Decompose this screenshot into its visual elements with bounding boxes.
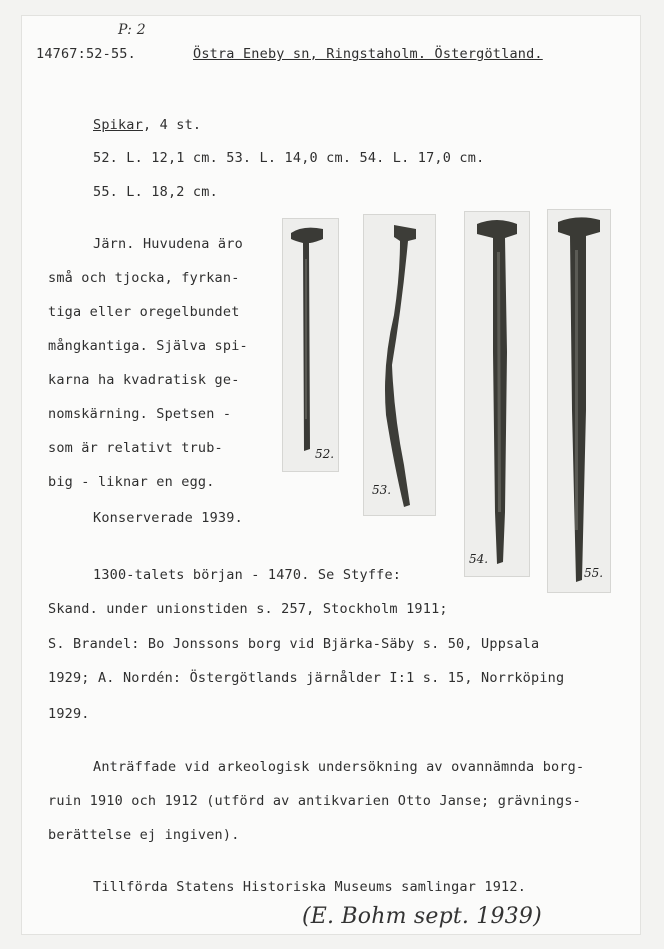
dating-line: S. Brandel: Bo Jonssons borg vid Bjärka-Säby s. 50, Uppsala (48, 636, 540, 652)
description-line: karna ha kvadratisk ge- (48, 372, 240, 388)
description-line: big - liknar en egg. (48, 474, 215, 490)
photo-nail-52 (282, 218, 339, 472)
nail-54-image (465, 212, 529, 576)
dating-line: Skand. under unionstiden s. 257, Stockholm 1911; (48, 601, 448, 617)
dating-line: 1929. (48, 706, 90, 722)
handwritten-annotation: P: 2 (118, 22, 146, 38)
photo-label-54: 54. (469, 552, 489, 566)
object-title (93, 117, 201, 133)
catalog-number: 14767:52-55. (36, 46, 136, 62)
photo-nail-53 (363, 214, 436, 516)
nail-52-image (283, 219, 338, 471)
find-context-line: ruin 1910 och 1912 (utförd av antikvarien Otto Janse; grävnings- (48, 793, 581, 809)
photo-label-53: 53. (372, 483, 392, 497)
nail-53-image (364, 215, 435, 515)
description-line: mångkantiga. Själva spi- (48, 338, 248, 354)
description-line: som är relativt trub- (48, 440, 223, 456)
dating-line: 1929; A. Nordén: Östergötlands järnålder I:1 s. 15, Norrköping (48, 670, 565, 686)
photo-label-55: 55. (584, 566, 604, 580)
photo-label-52: 52. (315, 447, 335, 461)
find-context-line: Anträffade vid arkeologisk undersökning av ovannämnda borg- (93, 759, 585, 775)
handwritten-signature: (E. Bohm sept. 1939) (302, 904, 542, 929)
acquisition-note: Tillförda Statens Historiska Museums samlingar 1912. (93, 879, 527, 895)
description-line: nomskärning. Spetsen - (48, 406, 232, 422)
description-line: små och tjocka, fyrkan- (48, 270, 240, 286)
photo-nail-55 (547, 209, 611, 593)
title-count: , 4 st. (142, 117, 202, 133)
description-line: tiga eller oregelbundet (48, 304, 240, 320)
photo-nail-54 (464, 211, 530, 577)
find-context-line: berättelse ej ingiven). (48, 827, 240, 843)
dating-line: 1300-talets början - 1470. Se Styffe: (93, 567, 402, 583)
nail-55-image (548, 210, 610, 592)
description-line: Järn. Huvudena äro (93, 236, 243, 252)
site-location: Östra Eneby sn, Ringstaholm. Östergötland. (193, 46, 543, 62)
measure-line: 52. L. 12,1 cm. 53. L. 14,0 cm. 54. L. 17,0 cm. (93, 150, 485, 166)
conservation-note: Konserverade 1939. (93, 510, 243, 526)
measure-line: 55. L. 18,2 cm. (93, 184, 218, 200)
title-word: Spikar (93, 117, 143, 133)
